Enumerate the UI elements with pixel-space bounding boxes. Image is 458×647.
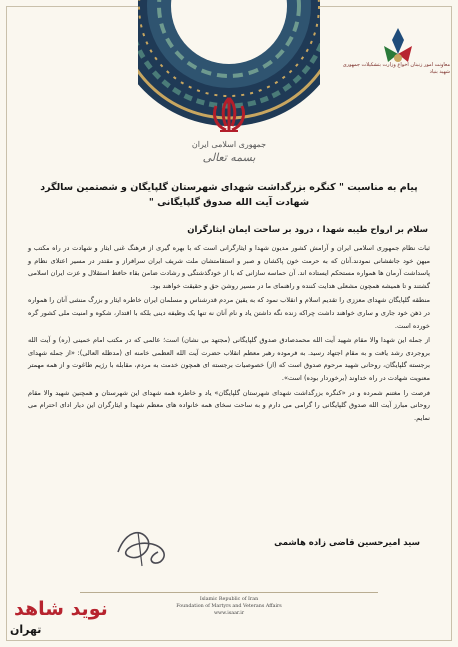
watermark-brand: نوید شاهد xyxy=(14,598,108,620)
body-paragraph: ثبات نظام جمهوری اسلامی ایران و آرامش کشور مدیون شهدا و ایثارگرانی است که با بهره گیری از فرهنگ غنی ایثار و شهادت در راه مکتب و میهن خود جانفشانی نمودند.آنان که به حرمت خون پاکشان و صبر و استقامتشان ملت شریف ایران سرافراز و مقتدر در مسیر اعتلای نظام و پاسداشت آرمان ها همواره مستحکم ایستاده اند. آن حماسه سازانی که با از خودگذشتگی و رشادت ضامن بقاء حافظ استقلال و عزت ایران اسلامی گشتند و تا همیشه همچون مشعلی هدایت کننده و راهنمای ما در مسیر روشن حق و حقیقت خواهند بود. xyxy=(28,244,430,290)
letter-body xyxy=(28,242,430,426)
body-paragraph: منطقه گلپایگان شهدای معززی را تقدیم اسلام و انقلاب نمود که به یقین مردم قدرشناس و مسلمان ایران خاطره ایثار و بزرگ منشی آنان را همواره در ذهن خود جاری و ساری خواهند داشت چراکه زنده نگه داشتن یاد و نام آنان نه تنها یک وظیفه دینی بلکه با اقتدار، شکوه و امنیت ملی کشور گره خورده است. xyxy=(28,296,430,330)
letterhead-footer xyxy=(120,596,338,617)
footer-divider xyxy=(80,592,378,593)
body-paragraph: از جمله این شهدا والا مقام شهید آیت الله محمدصادق صدوق گلپایگانی (مجتهد بی نشان) است؛ عالمی که در مکتب امام خمینی (ره) و آیت الله بروجردی رشد یافت و به مقام اجتهاد رسید. به فرموده رهبر معظم انقلاب حضرت آیت الله العظمی خامنه ای (مدظله العالی): «از جمله شهدای برجسته گلپایگان، روحانی شهید مرحوم صدوق است که (از) خصوصیات برجسته ای همچون خدمت به مردم، مقابله با رژیم طاغوت و از همه مهمتر معنویت شهادت در راه خداوند (برخوردار بوده) است». xyxy=(28,336,430,382)
iran-emblem-icon xyxy=(206,94,252,134)
stamp-country-name: جمهوری اسلامی ایران xyxy=(191,140,267,149)
footer-website: www.isaar.ir xyxy=(213,611,245,616)
letter-title: پیام به مناسبت " کنگره بزرگداشت شهدای شهرستان گلپایگان و شصتمین سالگرد شهادت آیت الله صدوق گلپایگانی " xyxy=(40,182,418,208)
watermark-city: تهران xyxy=(10,623,42,636)
stamp-basmala: بسمه تعالی xyxy=(202,151,256,164)
signatory-name: سید امیرحسین قاضی زاده هاشمی xyxy=(274,538,420,548)
footer-foundation: Foundation of Martyrs and Veterans Affairs xyxy=(176,604,282,609)
footer-country: Islamic Republic of Iran xyxy=(199,597,259,602)
body-paragraph: فرصت را مغتنم شمرده و در «کنگره بزرگداشت شهدای شهرستان گلپایگان» یاد و خاطره همه شهدای این شهرستان و همچنین شهید والا مقام روحانی مبارز آیت الله صدوق گلپایگانی را گرامی می دارم و به ساحت سخای همه خانواده های معظم شهدا و ایثارگران این دیار ادای احترام می نمایم. xyxy=(28,388,430,422)
logo-caption: معاونت امور زنبنان اخواع وزارت بتشکیلات جمهوری شهید بنیاد xyxy=(342,62,450,75)
letter-greeting: سلام بر ارواح طیبه شهدا ، درود بر ساحت ایمان ایثارگران xyxy=(187,225,428,235)
